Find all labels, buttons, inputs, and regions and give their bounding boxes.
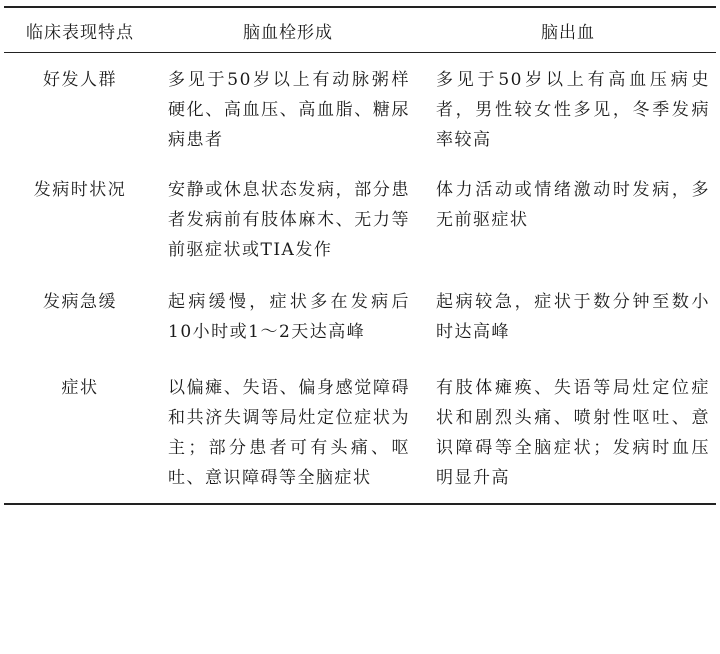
- table-header: [4, 7, 716, 53]
- thrombosis-cell: [156, 165, 420, 277]
- thrombosis-text: 多见于50岁以上有动脉粥样硬化、高血压、高血脂、糖尿病患者: [168, 70, 410, 150]
- hemorrhage-cell: [420, 277, 716, 359]
- hemorrhage-text: 起病较急，症状于数分钟至数小时达高峰: [436, 292, 710, 342]
- comparison-table-container: [4, 6, 716, 505]
- header-row: [4, 7, 716, 53]
- hemorrhage-cell: [420, 359, 716, 504]
- hemorrhage-cell: [420, 53, 716, 166]
- table-row: [4, 165, 716, 277]
- thrombosis-cell: [156, 277, 420, 359]
- table-row: [4, 277, 716, 359]
- thrombosis-cell: [156, 53, 420, 166]
- feature-cell: 发病时状况: [33, 180, 127, 200]
- hemorrhage-cell: [420, 165, 716, 277]
- header-hemorrhage: 脑出血: [541, 22, 595, 43]
- table-row: [4, 359, 716, 504]
- header-thrombosis: 脑血栓形成: [243, 22, 333, 43]
- feature-cell: 症状: [61, 378, 99, 398]
- feature-cell: 好发人群: [43, 70, 117, 90]
- thrombosis-cell: [156, 359, 420, 504]
- table-body: [4, 53, 716, 505]
- thrombosis-text: 安静或休息状态发病，部分患者发病前有肢体麻木、无力等前驱症状或TIA发作: [168, 180, 410, 260]
- header-feature: 临床表现特点: [26, 22, 134, 43]
- hemorrhage-text: 有肢体瘫痪、失语等局灶定位症状和剧烈头痛、喷射性呕吐、意识障碍等全脑症状；发病时血压明显升高: [436, 378, 710, 488]
- thrombosis-text: 起病缓慢，症状多在发病后10小时或1～2天达高峰: [168, 292, 410, 342]
- feature-cell: 发病急缓: [43, 292, 117, 312]
- thrombosis-text: 以偏瘫、失语、偏身感觉障碍和共济失调等局灶定位症状为主；部分患者可有头痛、呕吐、意识障碍等全脑症状: [168, 378, 410, 488]
- hemorrhage-text: 体力活动或情绪激动时发病，多无前驱症状: [436, 180, 710, 230]
- stroke-comparison-table: [4, 6, 716, 505]
- hemorrhage-text: 多见于50岁以上有高血压病史者，男性较女性多见，冬季发病率较高: [436, 70, 710, 150]
- table-row: [4, 53, 716, 166]
